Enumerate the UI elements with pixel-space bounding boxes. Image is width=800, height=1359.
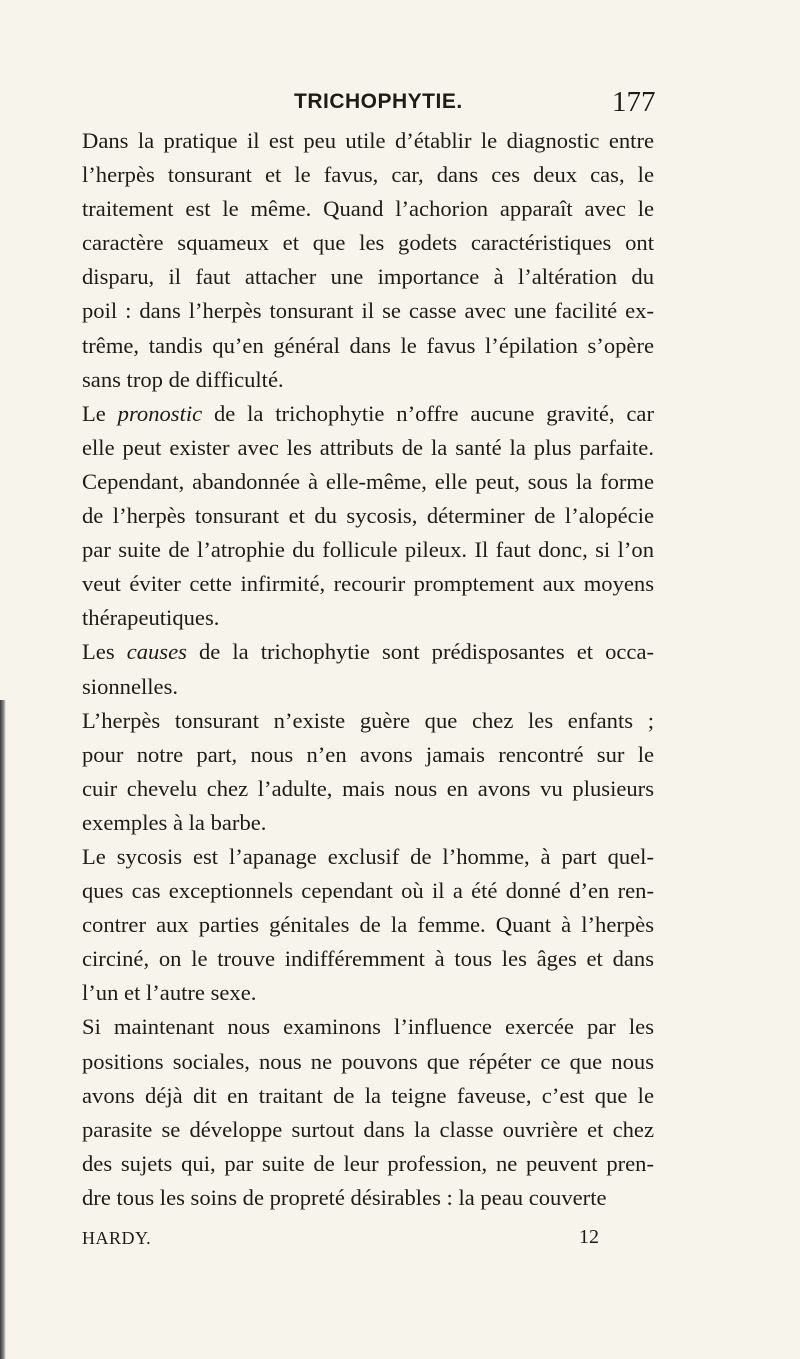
text-line: Dans la pratique il est peu utile d’établir le diagnostic entre	[82, 128, 654, 153]
paragraph	[82, 1010, 654, 1215]
page-footer	[0, 1226, 800, 1256]
text-line: ques cas exceptionnels cependant où il a été donné d’en ren-	[82, 878, 654, 904]
emphasized-term: causes	[126, 639, 187, 665]
text-line: disparu, il faut attacher une importance à l’altération du	[82, 264, 654, 290]
line-rest: de la trichophytie n’offre aucune gravité, car	[202, 400, 654, 426]
text-line	[82, 397, 654, 431]
text-line: Cependant, abandonnée à elle-même, elle peut, sous la forme	[82, 468, 654, 494]
text-line: dre tous les soins de propreté désirables : la peau couverte	[82, 1184, 607, 1210]
text-line: traitement est le même. Quand l’achorion apparaît avec le	[82, 196, 654, 222]
text-line: exemples à la barbe.	[82, 809, 267, 835]
text-line: cuir chevelu chez l’adulte, mais nous en avons vu plusieurs	[82, 775, 654, 801]
text-line: sionnelles.	[82, 673, 179, 699]
text-line: pour notre part, nous n’en avons jamais rencontré sur le	[82, 741, 654, 767]
paragraph	[82, 397, 654, 636]
text-line: sans trop de difficulté.	[82, 366, 284, 392]
text-line: positions sociales, nous ne pouvons que répéter ce que nous	[82, 1048, 654, 1074]
text-line: par suite de l’atrophie du follicule pileux. Il faut donc, si l’on	[82, 537, 654, 563]
printer-signature: HARDY.	[82, 1228, 152, 1248]
paragraph	[82, 704, 654, 840]
signature-mark: 12	[579, 1226, 599, 1248]
text-line: Si maintenant nous examinons l’influence exercée par les	[82, 1014, 654, 1040]
text-line: de l’herpès tonsurant et du sycosis, déterminer de l’alopécie	[82, 503, 654, 529]
text-line: trême, tandis qu’en général dans le favus l’épilation s’opère	[82, 332, 654, 358]
text-line: l’herpès tonsurant et le favus, car, dans ces deux cas, le	[82, 162, 654, 188]
paragraph	[82, 635, 654, 703]
text-line: Le sycosis est l’apanage exclusif de l’homme, à part quel-	[82, 843, 654, 869]
text-line: L’herpès tonsurant n’existe guère que chez les enfants ;	[82, 707, 654, 733]
text-line: parasite se développe surtout dans la classe ouvrière et chez	[82, 1116, 654, 1142]
text-line: veut éviter cette infirmité, recourir promptement aux moyens	[82, 571, 654, 597]
line-rest: de la trichophytie sont prédisposantes et occa-	[186, 639, 654, 665]
body-text	[82, 124, 654, 1215]
binding-shadow	[0, 700, 6, 1359]
text-line: des sujets qui, par suite de leur profession, ne peuvent pren-	[82, 1150, 654, 1176]
line-lead: Le	[82, 400, 118, 426]
line-lead: Les	[82, 639, 127, 665]
paragraph	[82, 124, 654, 397]
text-line: contrer aux parties génitales de la femme. Quant à l’herpès	[82, 912, 654, 938]
running-title: TRICHOPHYTIE.	[294, 90, 463, 113]
emphasized-term: pronostic	[117, 400, 203, 426]
text-line: avons déjà dit en traitant de la teigne faveuse, c’est que le	[82, 1082, 654, 1108]
text-line: poil : dans l’herpès tonsurant il se casse avec une facilité ex-	[82, 298, 654, 324]
text-line: l’un et l’autre sexe.	[82, 980, 257, 1006]
text-line: thérapeutiques.	[82, 605, 220, 631]
page-header	[0, 86, 800, 120]
paragraph	[82, 840, 654, 1010]
page-number: 177	[612, 86, 656, 118]
text-line: caractère squameux et que les godets caractéristiques ont	[82, 230, 654, 256]
text-line	[82, 635, 654, 669]
text-line: circiné, on le trouve indifféremment à tous les âges et dans	[82, 946, 654, 972]
text-line: elle peut exister avec les attributs de la santé la plus parfaite.	[82, 434, 654, 460]
